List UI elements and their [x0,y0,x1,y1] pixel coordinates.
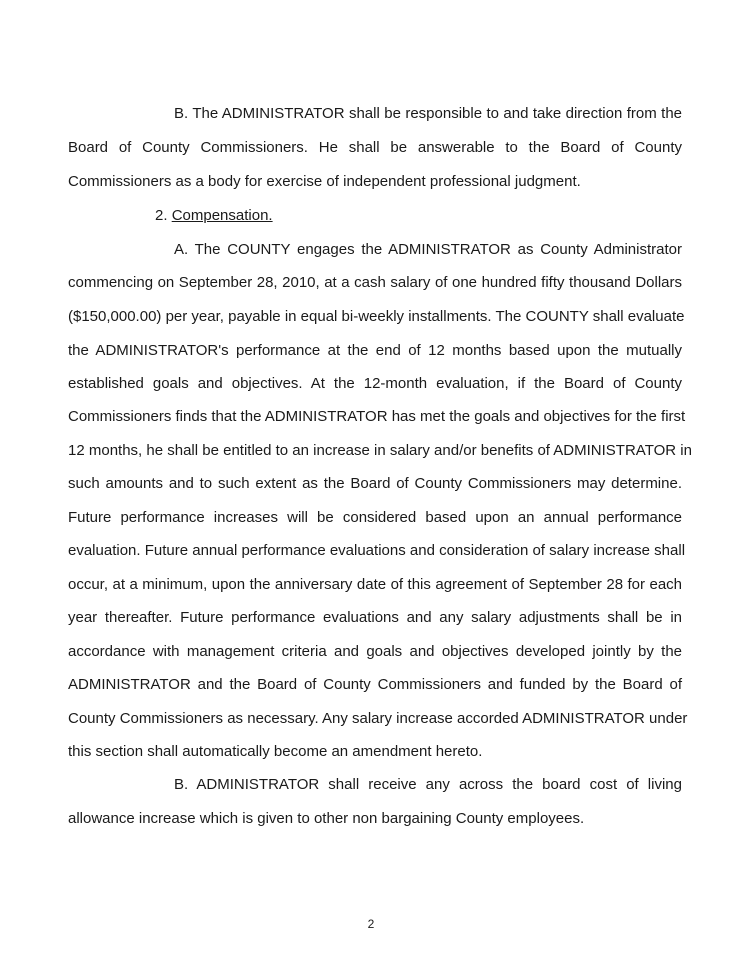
page-number: 2 [367,917,375,931]
paragraph-b1-line-1: B. The ADMINISTRATOR shall be responsible to and take direction from the [174,105,682,122]
paragraph-a-line-12: year thereafter. Future performance evaluations and any salary adjustments shall be in [68,609,682,626]
paragraph-a-line-9: Future performance increases will be considered based upon an annual performance [68,509,682,526]
paragraph-b1-line-3: Commissioners as a body for exercise of independent professional judgment. [68,173,581,190]
paragraph-a-line-15: County Commissioners as necessary. Any salary increase accorded ADMINISTRATOR under [68,710,688,727]
paragraph-a-line-14: ADMINISTRATOR and the Board of County Commissioners and funded by the Board of [68,676,682,693]
paragraph-a-line-3: ($150,000.00) per year, payable in equal bi-weekly installments. The COUNTY shall evaluate [68,308,685,325]
paragraph-a-line-11: occur, at a minimum, upon the anniversary date of this agreement of September 28 for each [68,576,682,593]
paragraph-a-line-13: accordance with management criteria and goals and objectives developed jointly by the [68,643,682,660]
paragraph-a-line-5: established goals and objectives. At the 12-month evaluation, if the Board of County [68,375,682,392]
paragraph-a-line-2: commencing on September 28, 2010, at a cash salary of one hundred fifty thousand Dollars [68,274,682,291]
paragraph-a-line-4: the ADMINISTRATOR's performance at the end of 12 months based upon the mutually [68,342,682,359]
paragraph-b1-line-2: Board of County Commissioners. He shall be answerable to the Board of County [68,139,682,156]
paragraph-a-line-1: A. The COUNTY engages the ADMINISTRATOR as County Administrator [174,241,682,258]
paragraph-a-line-8: such amounts and to such extent as the Board of County Commissioners may determine. [68,475,682,492]
section-title: Compensation. [171,207,273,224]
paragraph-b2-line-1: B. ADMINISTRATOR shall receive any across the board cost of living [174,776,682,793]
paragraph-a-line-7: 12 months, he shall be entitled to an increase in salary and/or benefits of ADMINISTRATOR in [68,442,692,459]
section-number: 2. [155,207,168,224]
paragraph-b2-line-2: allowance increase which is given to other non bargaining County employees. [68,810,585,827]
section-heading [155,206,273,226]
paragraph-a-line-10: evaluation. Future annual performance evaluations and consideration of salary increase shall [68,542,686,559]
paragraph-a-line-6: Commissioners finds that the ADMINISTRATOR has met the goals and objectives for the first [68,408,686,425]
paragraph-a-line-16: this section shall automatically become an amendment hereto. [68,743,483,760]
